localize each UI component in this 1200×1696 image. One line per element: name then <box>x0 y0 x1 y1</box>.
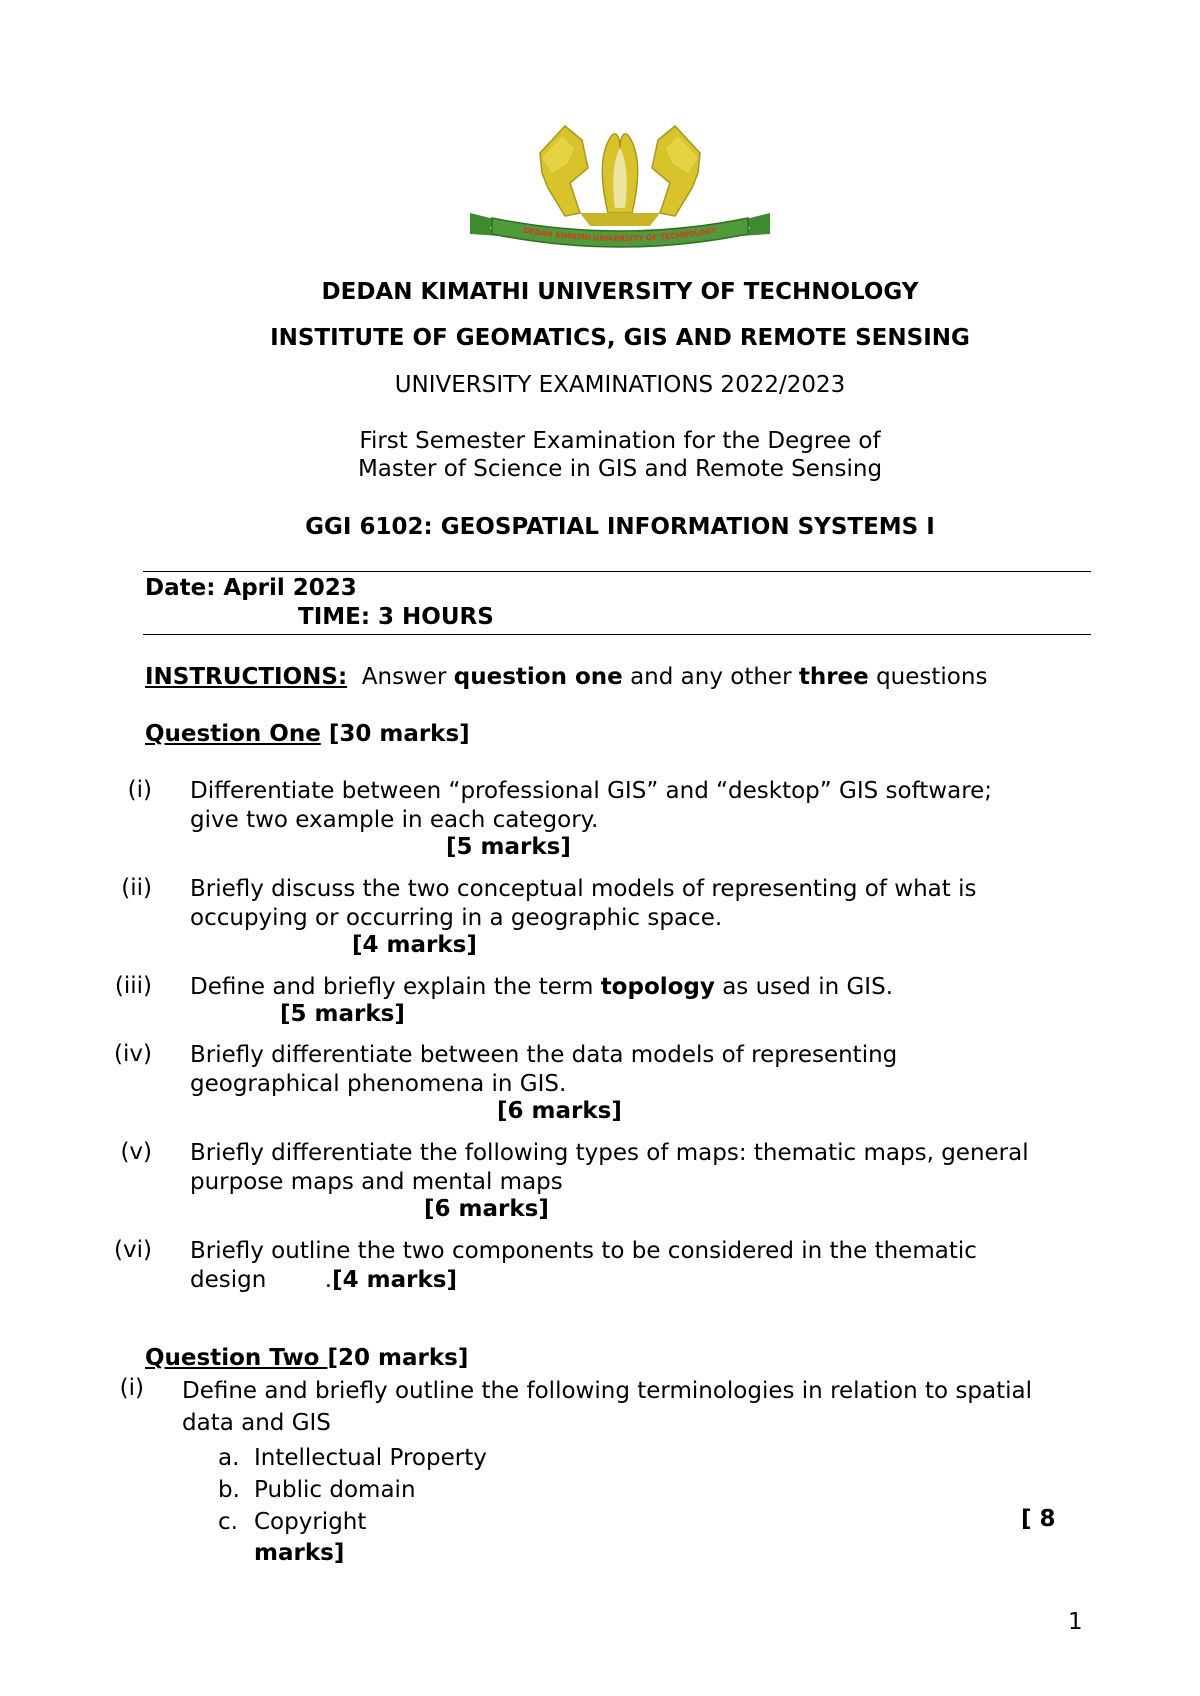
instructions: INSTRUCTIONS: Answer question one and any other three questions <box>145 664 988 690</box>
item-marks: [6 marks] <box>424 1196 549 1222</box>
item-marks: [4 marks] <box>352 932 477 958</box>
term-list <box>218 1442 487 1538</box>
course-title: GGI 6102: GEOSPATIAL INFORMATION SYSTEMS I <box>305 514 935 540</box>
list-item: b. Public domain <box>218 1477 416 1503</box>
question-item: Briefly discuss the two conceptual models of representing of what is occupying or occurring in a geographic space. <box>190 876 977 931</box>
instructions-label: INSTRUCTIONS: <box>145 664 348 690</box>
ribbon-text: DEDAN KIMATHI UNIVERSITY OF TECHNOLOGY <box>522 225 718 244</box>
university-logo <box>470 118 770 258</box>
institute-name: INSTITUTE OF GEOMATICS, GIS AND REMOTE SENSING <box>270 325 970 351</box>
question-item: Differentiate between “professional GIS” and “desktop” GIS software; give two example in each category. <box>190 778 993 833</box>
exam-session: UNIVERSITY EXAMINATIONS 2022/2023 <box>394 372 846 398</box>
list-item: a. Intellectual Property <box>218 1445 487 1471</box>
item-number: (i) <box>119 1375 144 1401</box>
question-item: Briefly outline the two components to be considered in the thematic design .[4 marks] <box>190 1238 977 1293</box>
item-marks: [6 marks] <box>497 1098 622 1124</box>
item-marks: [5 marks] <box>280 1001 405 1027</box>
degree-line-1: First Semester Examination for the Degree of <box>359 428 881 454</box>
exam-date: Date: April 2023 <box>145 575 357 601</box>
item-number: (vi) <box>114 1237 152 1263</box>
question-item: Briefly differentiate the following types of maps: thematic maps, general purpose maps and mental maps <box>190 1140 1029 1195</box>
degree-line-2: Master of Science in GIS and Remote Sensing <box>357 456 883 482</box>
item-marks-part1: [ 8 <box>1021 1506 1056 1532</box>
question-one-heading: Question One [30 marks] <box>145 721 470 747</box>
item-marks: [5 marks] <box>446 834 571 860</box>
item-number: (v) <box>120 1139 152 1165</box>
top-divider <box>143 571 1091 572</box>
item-number: (iii) <box>114 973 152 999</box>
list-item: c. Copyright <box>218 1509 367 1535</box>
item-marks-part2: marks] <box>254 1540 345 1566</box>
question-two-heading: Question Two [20 marks] <box>145 1345 469 1371</box>
question-item: Define and briefly outline the following terminologies in relation to spatial data and GIS <box>182 1378 1032 1436</box>
item-marks: [4 marks] <box>332 1267 457 1293</box>
question-item: Define and briefly explain the term topology as used in GIS. <box>190 974 894 1000</box>
item-number: (ii) <box>121 875 152 901</box>
bottom-divider <box>143 634 1091 635</box>
exam-time: TIME: 3 HOURS <box>298 604 494 630</box>
item-number: (i) <box>127 777 152 803</box>
university-name: DEDAN KIMATHI UNIVERSITY OF TECHNOLOGY <box>321 279 919 305</box>
page-number: 1 <box>1068 1609 1083 1635</box>
item-number: (iv) <box>114 1041 152 1067</box>
question-item: Briefly differentiate between the data models of representing geographical phenomena in GIS. <box>190 1042 898 1097</box>
emblem-icon <box>540 126 700 226</box>
